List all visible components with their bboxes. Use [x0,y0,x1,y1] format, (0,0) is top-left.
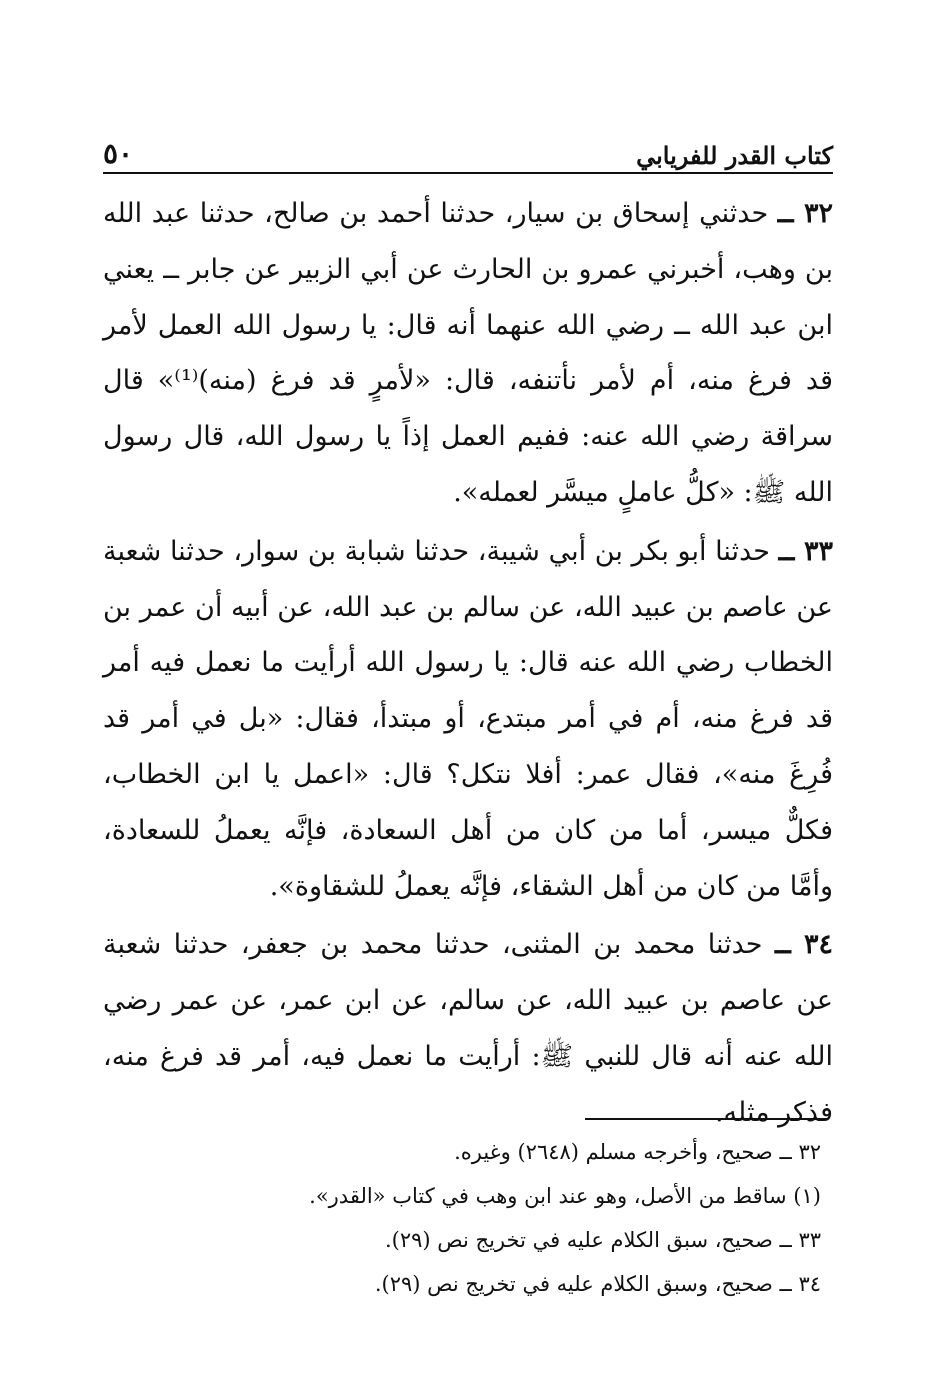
footnotes [103,1130,821,1306]
footnote: ٣٣ ــ صحيح، سبق الكلام عليه في تخريج نص (٢٩). [384,1228,821,1252]
hadith-number: ٣٣ ــ [778,535,833,567]
hadith-paragraph [103,524,833,915]
header-rule [103,172,833,174]
page-number: ٥٠ [103,137,134,170]
hadith-text: حدثنا محمد بن المثنى، حدثنا محمد بن جعفر، حدثنا شعبة عن عاصم بن عبيد الله، عن سالم، عن ابن عمر، عن عمر رضي الله عنه أنه قال للنبي ﷺ: أرأيت ما نعمل فيه، أمر قد فرغ منه، فذكر مثله. [103,929,833,1128]
hadith-number: ٣٢ ــ [777,198,833,229]
hadith-paragraph [103,186,833,521]
hadith-text: حدثنا أبو بكر بن أبي شيبة، حدثنا شبابة بن سوار، حدثنا شعبة عن عاصم بن عبيد الله، عن سالم بن عبد الله، عن أبيه أن عمر بن الخطاب رضي الله عنه قال: يا رسول الله أرأيت ما نعمل فيه أمر قد فرغ منه، أم في أمر مبتدع، أو مبتدأ، فقال: «بل في أمر قد فُرِغَ منه»، فقال عمر: أفلا نتكل؟ قال: «اعمل يا ابن الخطاب، فكلٌّ ميسر، أما من كان من أهل السعادة، فإنَّه يعملُ للسعادة، وأمَّا من كان من أهل الشقاء، فإنَّه يعملُ للشقاوة». [103,535,833,902]
hadith-paragraph [103,917,833,1140]
footnote: (١) ساقط من الأصل، وهو عند ابن وهب في كتاب «القدر». [309,1184,821,1208]
hadith-text: حدثني إسحاق بن سيار، حدثنا أحمد بن صالح، حدثنا عبد الله بن وهب، أخبرني عمرو بن الحارث عن أبي الزبير عن جابر ــ يعني ابن عبد الله ــ رضي الله عنهما أنه قال: يا رسول الله العمل لأمر قد فرغ منه، أم لأمر نأتنفه، قال: «لأمرٍ قد فرغ (منه)⁽¹⁾» قال سراقة رضي الله عنه: ففيم العمل إذاً يا رسول الله، قال رسول الله ﷺ: «كلُّ عاملٍ ميسَّر لعمله». [103,198,834,508]
footnote-rule [585,1118,828,1120]
footnote: ٣٤ ــ صحيح، وسبق الكلام عليه في تخريج نص (٢٩). [374,1272,821,1296]
footnote: ٣٢ ــ صحيح، وأخرجه مسلم (٢٦٤٨) وغيره. [454,1140,821,1164]
running-title: كتاب القدر للفريابي [636,141,833,170]
hadith-number: ٣٤ ــ [774,929,833,961]
page-header [103,122,833,170]
main-text [103,186,833,1144]
